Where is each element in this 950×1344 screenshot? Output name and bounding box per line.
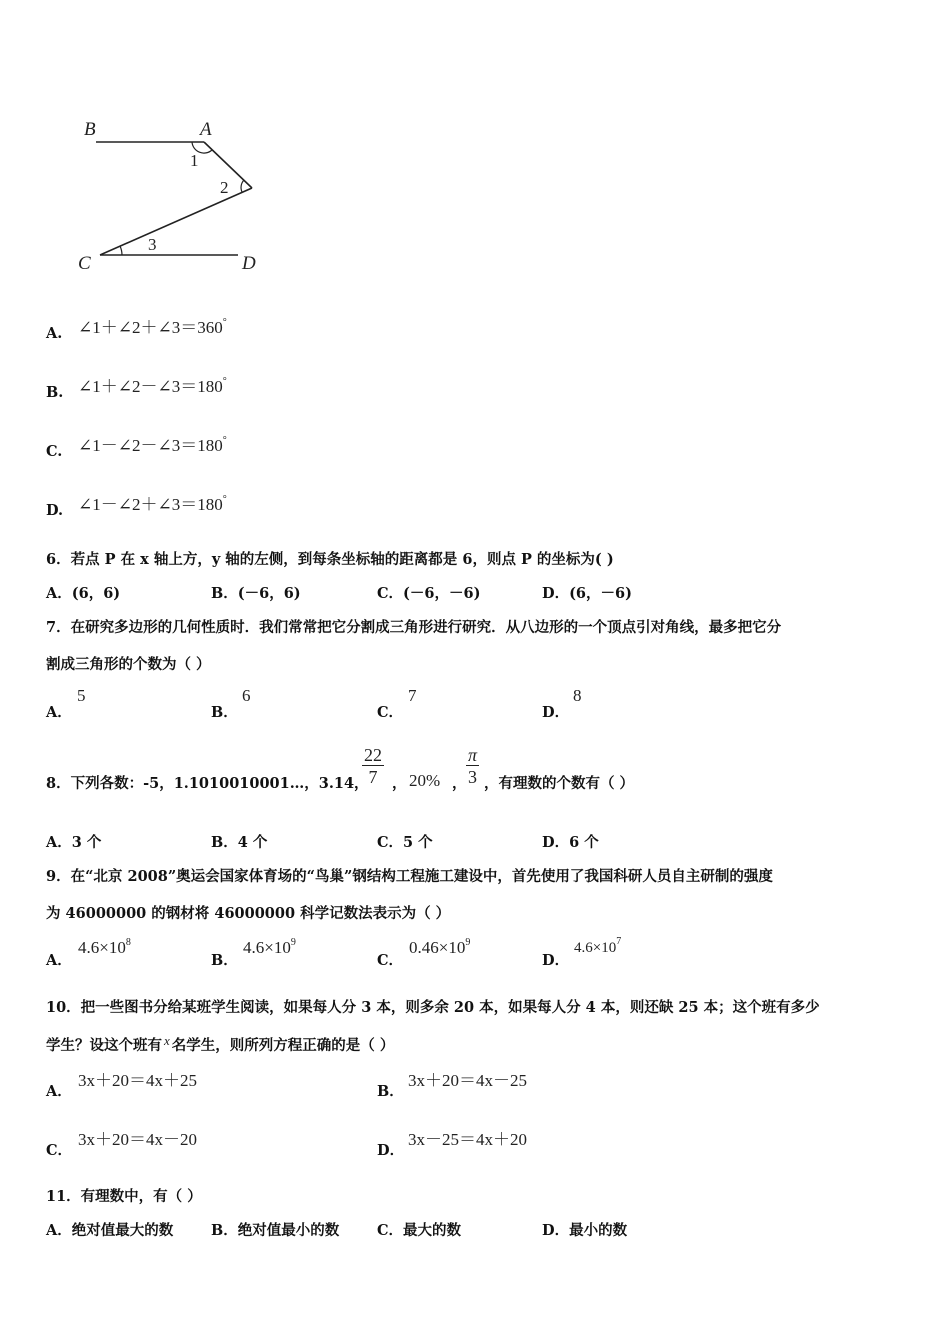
q7-stem-line1: 7．在研究多边形的几何性质时．我们常常把它分割成三角形进行研究．从八边形的一个顶点引对角线，最多把它分 (46, 619, 782, 636)
q7-option-d-value: 8 (573, 686, 582, 705)
point-label-d: D (242, 253, 256, 274)
q6-option-d: D．(6，－6) (542, 585, 632, 602)
q10-option-c-label: C． (46, 1142, 73, 1159)
q9-option-b-label: B． (211, 952, 238, 969)
q8-fraction-pi-3 (466, 745, 479, 788)
q5-option-b-expr: ∠1＋∠2－∠3＝180° (78, 376, 227, 396)
q6-option-a: A．(6，6) (46, 585, 121, 602)
q8-comma-2: ， (452, 775, 467, 792)
q8-comma: ， (392, 775, 407, 792)
q5-option-d-label: D. (46, 502, 64, 519)
q9-option-a-expr: $4.6\times 10^8$ (78, 937, 131, 957)
q5-option-c-expr: ∠1－∠2－∠3＝180° (78, 435, 227, 455)
q8-fraction2-numerator: π (468, 745, 478, 765)
q6-option-c: C．(－6，－6) (377, 585, 481, 602)
q9-option-c-label: C． (377, 952, 404, 969)
point-label-b: B (84, 119, 96, 140)
q10-option-d-expr: 3x－25＝4x＋20 (408, 1130, 527, 1149)
q11-stem: 11．有理数中，有（ ） (46, 1188, 202, 1205)
q7-option-a-label: A． (46, 704, 72, 721)
q8-option-a: A．3 个 (46, 834, 102, 851)
q10-option-a-label: A． (46, 1083, 72, 1100)
q8-fraction1-numerator: 22 (364, 745, 382, 765)
q6-option-b: B．(－6，6) (211, 585, 301, 602)
q10-variable-x: x (164, 1033, 170, 1048)
q8-option-d: D．6 个 (542, 834, 599, 851)
q8-option-b: B．4 个 (211, 834, 268, 851)
q10-option-d-label: D． (377, 1142, 405, 1159)
angle-label-2: 2 (220, 178, 229, 197)
angle-arc-3 (120, 246, 122, 255)
q7-option-c-label: C． (377, 704, 404, 721)
q6-stem: 6．若点 P 在 x 轴上方，y 轴的左侧，到每条坐标轴的距离都是 6，则点 P 的坐标为( ) (46, 551, 614, 568)
q9-option-d-expr: $4.6\times 10^7$ (574, 936, 622, 956)
q8-fraction-22-7 (362, 745, 384, 788)
q9-stem-line2: 为 46000000 的钢材将 46000000 科学记数法表示为（ ） (46, 905, 451, 922)
q11-option-d: D．最小的数 (542, 1222, 628, 1239)
q11-option-b: B．绝对值最小的数 (211, 1222, 340, 1239)
q10-option-c-expr: 3x＋20＝4x－20 (78, 1130, 197, 1149)
q9-option-a-label: A． (46, 952, 72, 969)
q7-option-c-value: 7 (408, 686, 417, 705)
q10-option-a-expr: 3x＋20＝4x＋25 (78, 1071, 197, 1090)
q9-option-c-expr: $0.46\times 10^9$ (409, 937, 471, 957)
q5-option-b-label: B. (46, 384, 64, 401)
q10-stem-line2: 学生？设这个班有 x 名学生，则所列方程正确的是（ ） (46, 1033, 395, 1054)
q8-fraction2-denominator: 3 (468, 767, 478, 787)
point-label-c: C (78, 253, 91, 274)
q7-option-b-label: B． (211, 704, 238, 721)
q11-option-c: C．最大的数 (377, 1222, 462, 1239)
angle-arc-2 (241, 180, 244, 192)
q9-option-d-label: D． (542, 952, 570, 969)
q8-fraction1-denominator: 7 (368, 767, 378, 787)
q10-option-b-label: B． (377, 1083, 404, 1100)
point-label-a: A (200, 119, 212, 140)
q7-option-d-label: D． (542, 704, 570, 721)
angle-label-1: 1 (190, 151, 199, 170)
q9-option-b-expr: $4.6\times 10^9$ (243, 937, 296, 957)
q8-stem-prefix: 8．下列各数：-5，1.1010010001…，3.14， (46, 775, 369, 792)
q7-option-b-value: 6 (242, 686, 251, 705)
q7-option-a-value: 5 (77, 686, 86, 705)
q8-percent: 20% (409, 771, 441, 790)
q5-option-d-expr: ∠1－∠2＋∠3＝180° (78, 494, 227, 514)
q10-stem-line1: 10．把一些图书分给某班学生阅读，如果每人分 3 本，则多余 20 本，如果每人分 4 本，则还缺 25 本；这个班有多少 (46, 999, 820, 1016)
q5-option-a-label: A. (46, 325, 63, 342)
q5-option-c-label: C. (46, 443, 63, 460)
q8-option-c: C．5 个 (377, 834, 433, 851)
q10-option-b-expr: 3x＋20＝4x－25 (408, 1071, 527, 1090)
q8-stem-suffix: ，有理数的个数有（ ） (484, 775, 635, 792)
q7-stem-line2: 割成三角形的个数为（ ） (46, 656, 211, 673)
geometry-figure (70, 108, 280, 283)
q11-option-a: A．绝对值最大的数 (46, 1222, 174, 1239)
q5-option-a-expr: ∠1＋∠2＋∠3＝360° (78, 317, 227, 337)
angle-label-3: 3 (148, 235, 157, 254)
q9-stem-line1: 9．在“北京 2008”奥运会国家体育场的“鸟巢”钢结构工程施工建设中，首先使用了我国科研人员自主研制的强度 (46, 868, 773, 885)
segment-ec (100, 188, 252, 255)
